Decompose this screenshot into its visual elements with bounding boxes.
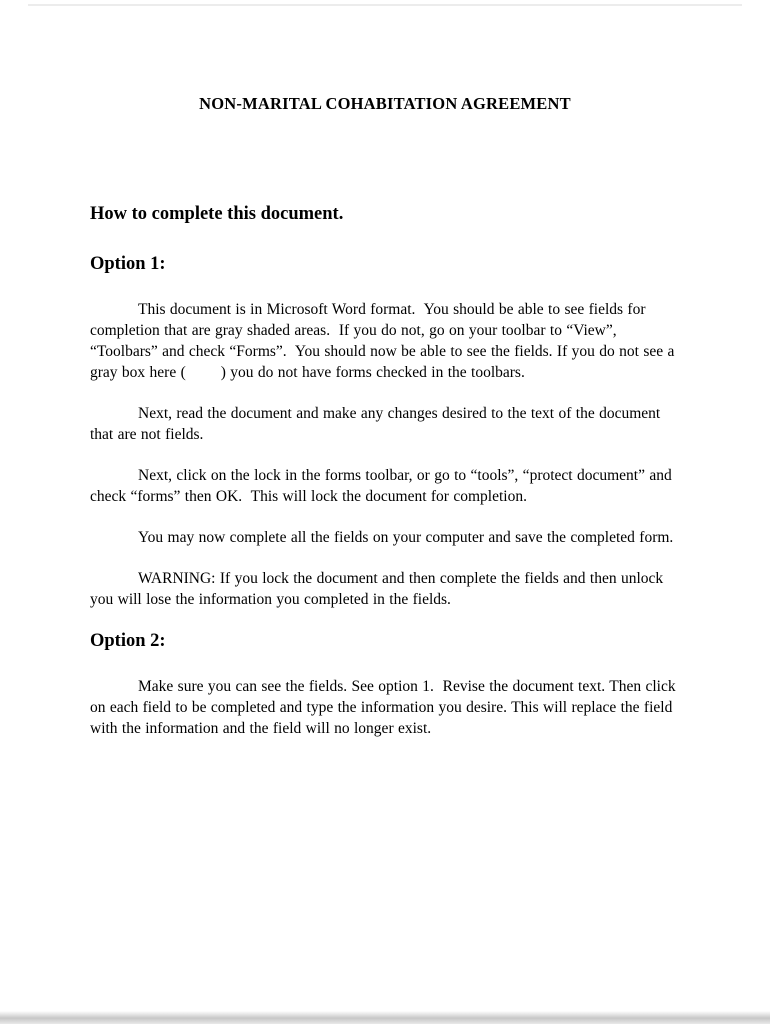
section-heading-option-2: Option 2: bbox=[90, 631, 166, 651]
section-heading-option-1: Option 1: bbox=[90, 254, 166, 274]
paragraph-option1-warning: WARNING: If you lock the document and then complete the fields and then unlock you will lose the information you completed in the fields. bbox=[90, 570, 668, 608]
paragraph-option1-instructions: This document is in Microsoft Word format. You should be able to see fields for completion that are gray shaded areas. If you do not, go on your toolbar to “View”, “Toolbars” and check “Forms”. You should now be able to see the fields. If you do not see a gray box here ( ) you do not have forms checked in the toolbars. bbox=[90, 301, 679, 381]
scan-artifact-bottom bbox=[0, 1011, 770, 1024]
paragraph-option1-complete-fields: You may now complete all the fields on your computer and save the completed form. bbox=[138, 529, 674, 546]
paragraph-option1-read-document: Next, read the document and make any changes desired to the text of the document that are not fields. bbox=[90, 405, 665, 443]
scan-artifact-top bbox=[28, 4, 742, 6]
paragraph-option1-lock-document: Next, click on the lock in the forms toolbar, or go to “tools”, “protect document” and check “forms” then OK. This will lock the document for completion. bbox=[90, 467, 677, 505]
intro-heading: How to complete this document. bbox=[90, 204, 344, 224]
paragraph-option2-instructions: Make sure you can see the fields. See option 1. Revise the document text. Then click on each field to be completed and type the information you desire. This will replace the field with the information and the field will no longer exist. bbox=[90, 678, 680, 737]
document-title: NON-MARITAL COHABITATION AGREEMENT bbox=[199, 94, 571, 113]
